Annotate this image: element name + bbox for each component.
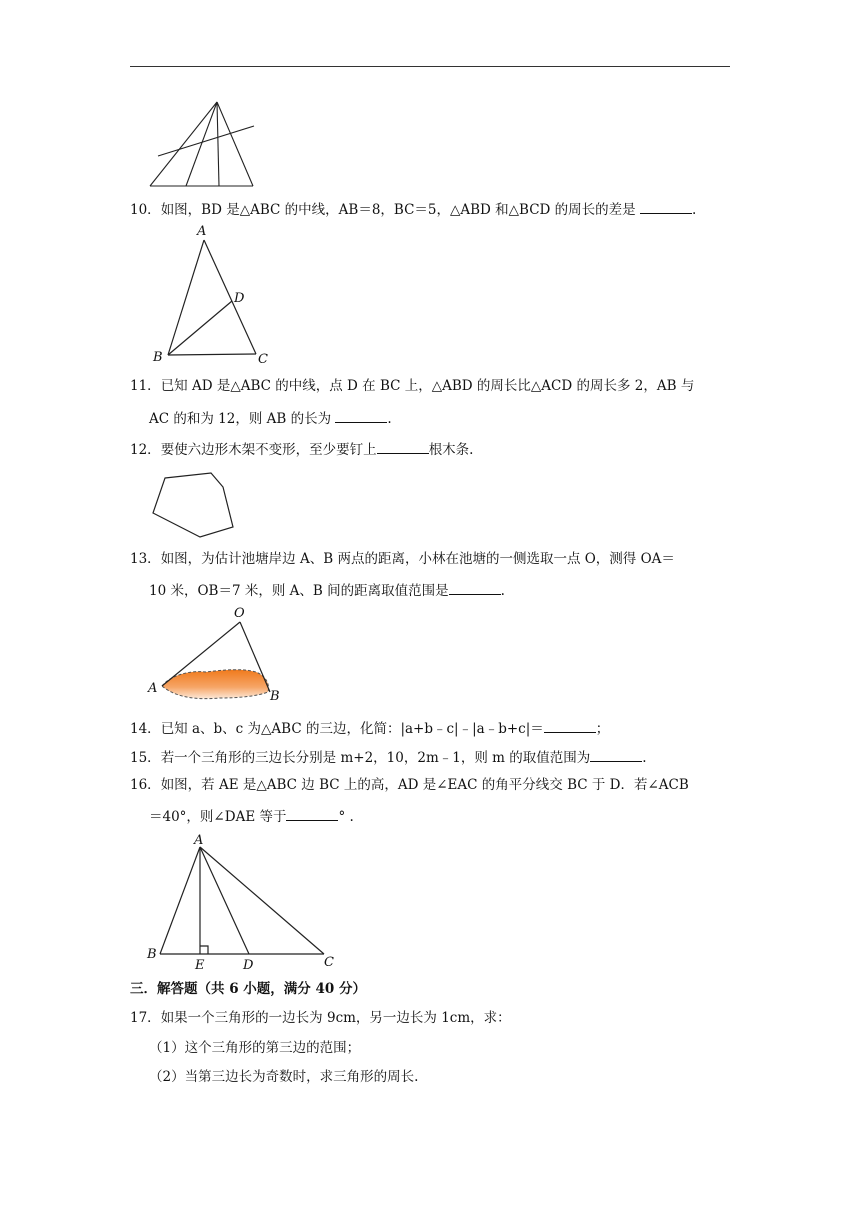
fig16-label-e: E [195, 958, 205, 972]
q11-line1 [130, 377, 694, 395]
q10-end: . [691, 202, 697, 218]
fig13-label-o: O [234, 606, 245, 621]
q16-line2 [149, 806, 354, 826]
q13-line2 [149, 580, 505, 600]
q15-line [130, 747, 647, 767]
section-3-title: 三．解答题（共 6 小题，满分 40 分） [130, 981, 366, 997]
q10-line [130, 199, 696, 219]
q13-end: . [500, 583, 505, 599]
figure-q13-pond [144, 604, 284, 704]
q17-text: 如果一个三角形的一边长为 9cm，另一边长为 1cm，求： [160, 1010, 511, 1026]
q14-number: 14． [130, 721, 161, 737]
q17-sub2: （2）当第三边长为奇数时，求三角形的周长. [149, 1069, 419, 1085]
q13-answer-blank[interactable] [449, 580, 501, 595]
fig10-label-d: D [234, 291, 245, 306]
q10-answer-blank[interactable] [640, 199, 692, 214]
q16-answer-blank[interactable] [286, 806, 338, 821]
q11-number: 11． [130, 378, 161, 394]
q11-text-line1: 已知 AD 是△ABC 的中线，点 D 在 BC 上，△ABD 的周长比△ACD 的周长多 2，AB 与 [160, 378, 695, 394]
fig10-label-a: A [197, 224, 207, 239]
q13-line1 [130, 550, 675, 568]
fig10-label-b: B [153, 350, 163, 365]
q16-end: ° . [338, 809, 354, 825]
q11-end: . [387, 411, 392, 427]
q15-end: . [642, 750, 647, 766]
q15-answer-blank[interactable] [590, 747, 642, 762]
q16-text-line1: 如图，若 AE 是△ABC 边 BC 上的高，AD 是∠EAC 的角平分线交 BC 于 D．若∠ACB [160, 777, 689, 793]
q14-text: 已知 a、b、c 为△ABC 的三边，化简：|a+b﹣c|﹣|a﹣b+c|＝ [160, 721, 544, 737]
fig16-label-b: B [147, 947, 157, 962]
q14-end: ； [595, 721, 610, 737]
q11-line2 [149, 408, 392, 428]
q12-text-a: 要使六边形木架不变形，至少要钉上 [160, 442, 377, 458]
fig13-label-a: A [148, 681, 158, 696]
q11-text-line2: AC 的和为 12，则 AB 的长为 [149, 411, 332, 427]
q11-answer-blank[interactable] [335, 408, 387, 423]
fig10-label-c: C [258, 352, 268, 367]
fig16-label-a: A [194, 833, 204, 848]
q12-line [130, 439, 473, 459]
pond-shape [162, 670, 269, 699]
q13-text-line2: 10 米，OB＝7 米，则 A、B 间的距离取值范围是 [149, 583, 449, 599]
q16-text-line2: ＝40°，则∠DAE 等于 [149, 809, 287, 825]
figure-q12-hexagon [145, 470, 245, 542]
q12-number: 12． [130, 442, 161, 458]
fig16-label-c: C [324, 955, 334, 970]
q12-text-b: 根木条. [428, 442, 474, 458]
q10-number: 10． [130, 202, 161, 218]
fig16-label-d: D [243, 958, 254, 972]
figure-q9-triangle-lines [140, 98, 265, 190]
q17-line [130, 1009, 511, 1027]
figure-q10-triangle [148, 222, 273, 368]
q14-answer-blank[interactable] [544, 718, 596, 733]
q15-text: 若一个三角形的三边长分别是 m+2，10，2m﹣1，则 m 的取值范围为 [160, 750, 591, 766]
q14-line [130, 718, 609, 738]
q17-sub1: （1）这个三角形的第三边的范围； [149, 1040, 361, 1056]
q15-number: 15． [130, 750, 161, 766]
q10-text: 如图，BD 是△ABC 的中线，AB＝8，BC＝5，△ABD 和△BCD 的周长的差是 [160, 202, 636, 218]
q17-number: 17． [130, 1010, 161, 1026]
q16-number: 16． [130, 777, 161, 793]
q12-answer-blank[interactable] [377, 439, 429, 454]
fig13-label-b: B [270, 689, 280, 704]
q16-line1 [130, 776, 689, 794]
q13-number: 13． [130, 551, 161, 567]
q13-text-line1: 如图，为估计池塘岸边 A、B 两点的距离，小林在池塘的一侧选取一点 O，测得 OA＝ [160, 551, 675, 567]
figure-q16-triangle [140, 830, 340, 972]
header-rule [130, 66, 730, 67]
